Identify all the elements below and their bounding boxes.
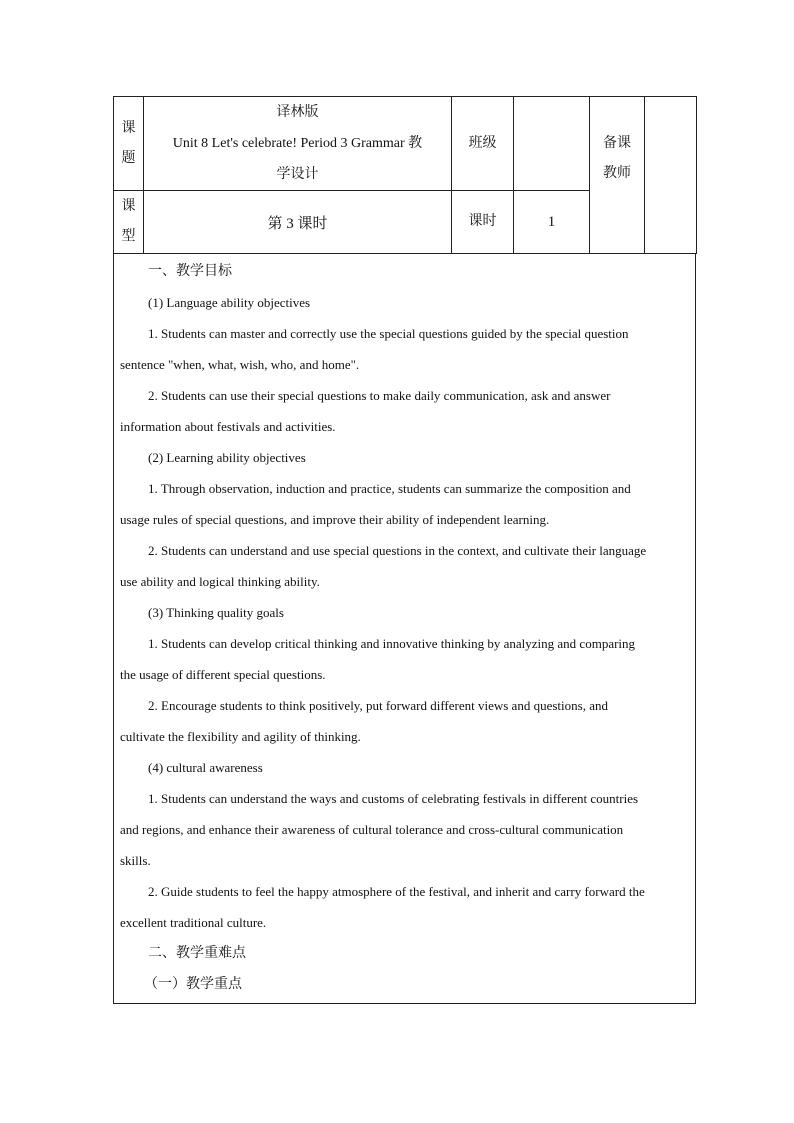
type-label: 课 型: [114, 191, 144, 254]
paragraph-line: and regions, and enhance their awareness of cultural tolerance and cross-cultural communication: [120, 822, 624, 837]
lesson-title: 译林版 Unit 8 Let's celebrate! Period 3 Grammar 教 学设计: [144, 97, 452, 191]
subheading-key-points: （一）教学重点: [144, 977, 242, 992]
subheading-cultural-awareness: (4) cultural awareness: [148, 760, 263, 775]
paragraph-line: 2. Students can use their special questions to make daily communication, ask and answer: [148, 388, 611, 403]
paragraph-line: 1. Students can master and correctly use the special questions guided by the special question: [148, 326, 629, 341]
paragraph-line: 2. Guide students to feel the happy atmosphere of the festival, and inherit and carry forward the: [148, 884, 645, 899]
section-heading-key-points: 二、教学重难点: [148, 946, 246, 961]
hours-label: 课时: [452, 191, 514, 254]
teacher-value: [645, 97, 697, 254]
paragraph-line: the usage of different special questions.: [120, 667, 326, 682]
header-row-1: [114, 97, 697, 191]
paragraph-line: 2. Students can understand and use special questions in the context, and cultivate their language: [148, 543, 647, 558]
paragraph-line: sentence "when, what, wish, who, and home".: [120, 357, 360, 372]
paragraph-line: 1. Students can develop critical thinking and innovative thinking by analyzing and comparing: [148, 636, 636, 651]
paragraph-line: 2. Encourage students to think positively, put forward different views and questions, and: [148, 698, 608, 713]
lesson-plan-sheet: [113, 96, 696, 1004]
class-value: [514, 97, 590, 191]
subheading-thinking-quality: (3) Thinking quality goals: [148, 605, 284, 620]
header-table: [113, 96, 697, 254]
paragraph-line: excellent traditional culture.: [120, 915, 267, 930]
paragraph-line: use ability and logical thinking ability.: [120, 574, 320, 589]
teacher-label: 备课 教师: [590, 97, 645, 254]
subheading-learning-ability: (2) Learning ability objectives: [148, 450, 306, 465]
paragraph-line: 1. Through observation, induction and practice, students can summarize the composition and: [148, 481, 631, 496]
type-value: 第 3 课时: [144, 191, 452, 254]
paragraph-line: usage rules of special questions, and improve their ability of independent learning.: [120, 512, 550, 527]
section-heading-objectives: 一、教学目标: [148, 264, 232, 279]
paragraph-line: information about festivals and activities.: [120, 419, 336, 434]
hours-value: 1: [514, 191, 590, 254]
paragraph-line: cultivate the flexibility and agility of thinking.: [120, 729, 361, 744]
objectives-section: [113, 254, 696, 1004]
paragraph-line: 1. Students can understand the ways and customs of celebrating festivals in different countries: [148, 791, 639, 806]
subheading-language-ability: (1) Language ability objectives: [148, 295, 311, 310]
class-label: 班级: [452, 97, 514, 191]
paragraph-line: skills.: [120, 853, 151, 868]
subject-label: 课 题: [114, 97, 144, 191]
